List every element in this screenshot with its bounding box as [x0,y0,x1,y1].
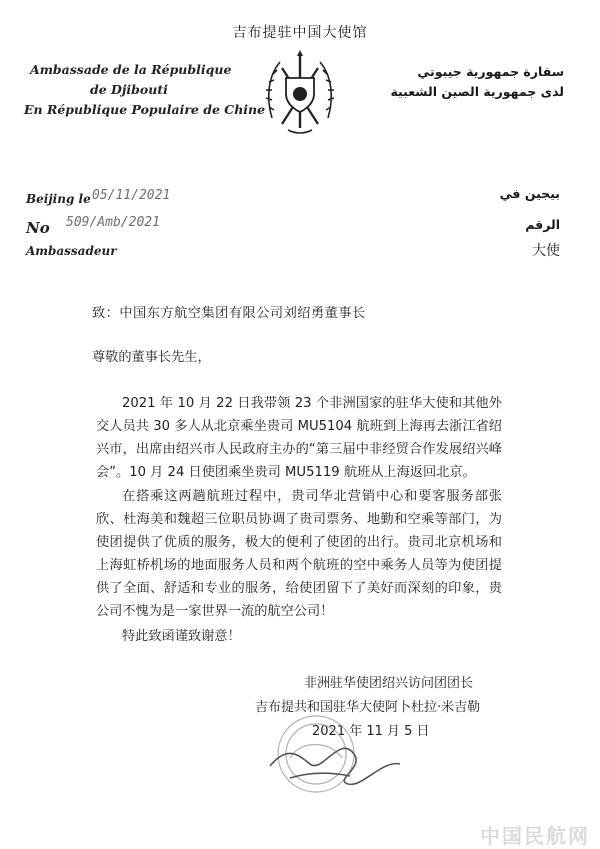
signature-line-1: 非洲驻华使团绍兴访问团团长 [304,676,474,691]
chinese-ambassador-label: 大使 [532,243,560,259]
embassy-chinese-title: 吉布提驻中国大使馆 [232,25,368,41]
handwritten-number: 509/Amb/2021 [66,215,160,230]
paragraph-2: 在搭乘这两趟航班过程中，贵司华北营销中心和要客服务部张欣、杜海美和魏超三位职员协调了贵司票务、地勤和空乘等部门，为使团提供了优质的服务，极大的便利了使团的出行。贵司北京机场和上海虹桥机场的地面服务人员和两个航班的空中乘务人员等为使团提供了全面、舒适和专业的服务，给使团留下了美好而深刻的印象，贵公司不愧为是一家世界一流的航空公司！ [96,489,502,619]
arabic-line-1: سفارة جمهورية جيبوتي [417,64,564,79]
paragraph-3: 特此致函谨致谢意！ [122,629,241,644]
official-stamp-and-signature [250,706,420,806]
number-label: No [26,219,50,237]
french-line-1: Ambassade de la République [30,62,232,77]
paragraph-1: 2021 年 10 月 22 日我带领 23 个非洲国家的驻华大使和其他外交人员共 30 多人从北京乘坐贵司 MU5104 航班到上海再去浙江省绍兴市，出席由绍兴市人民政府主办的“第三届中非经贸合作发展绍兴峰会”。10 月 24 日使团乘坐贵司 MU5119 航班从上海返回北京。 [96,396,502,480]
embassy-arabic-name [390,62,564,102]
beijing-label: Beijing le [26,192,91,206]
french-line-2: de Djibouti [90,82,168,97]
salutation: 尊敬的董事长先生， [92,350,211,365]
signature-line-2: 吉布提共和国驻华大使阿卜杜拉·米吉勒 [255,700,481,715]
watermark-logo: 中国民航网 [480,824,590,848]
arabic-number-label: الرقم [525,217,560,232]
signature-date: 2021 年 11 月 5 日 [312,724,430,739]
emblem-crest-icon [262,48,338,140]
embassy-french-name [24,60,265,120]
arabic-line-2: لدى جمهورية الصين الشعبية [390,84,564,99]
handwritten-date: 05/11/2021 [92,188,171,203]
ambassadeur-label: Ambassadeur [26,244,117,258]
french-line-3: En République Populaire de Chine [24,102,266,117]
arabic-beijing-label: بيجين في [499,186,560,201]
recipient-line: 致：中国东方航空集团有限公司刘绍勇董事长 [92,306,366,321]
